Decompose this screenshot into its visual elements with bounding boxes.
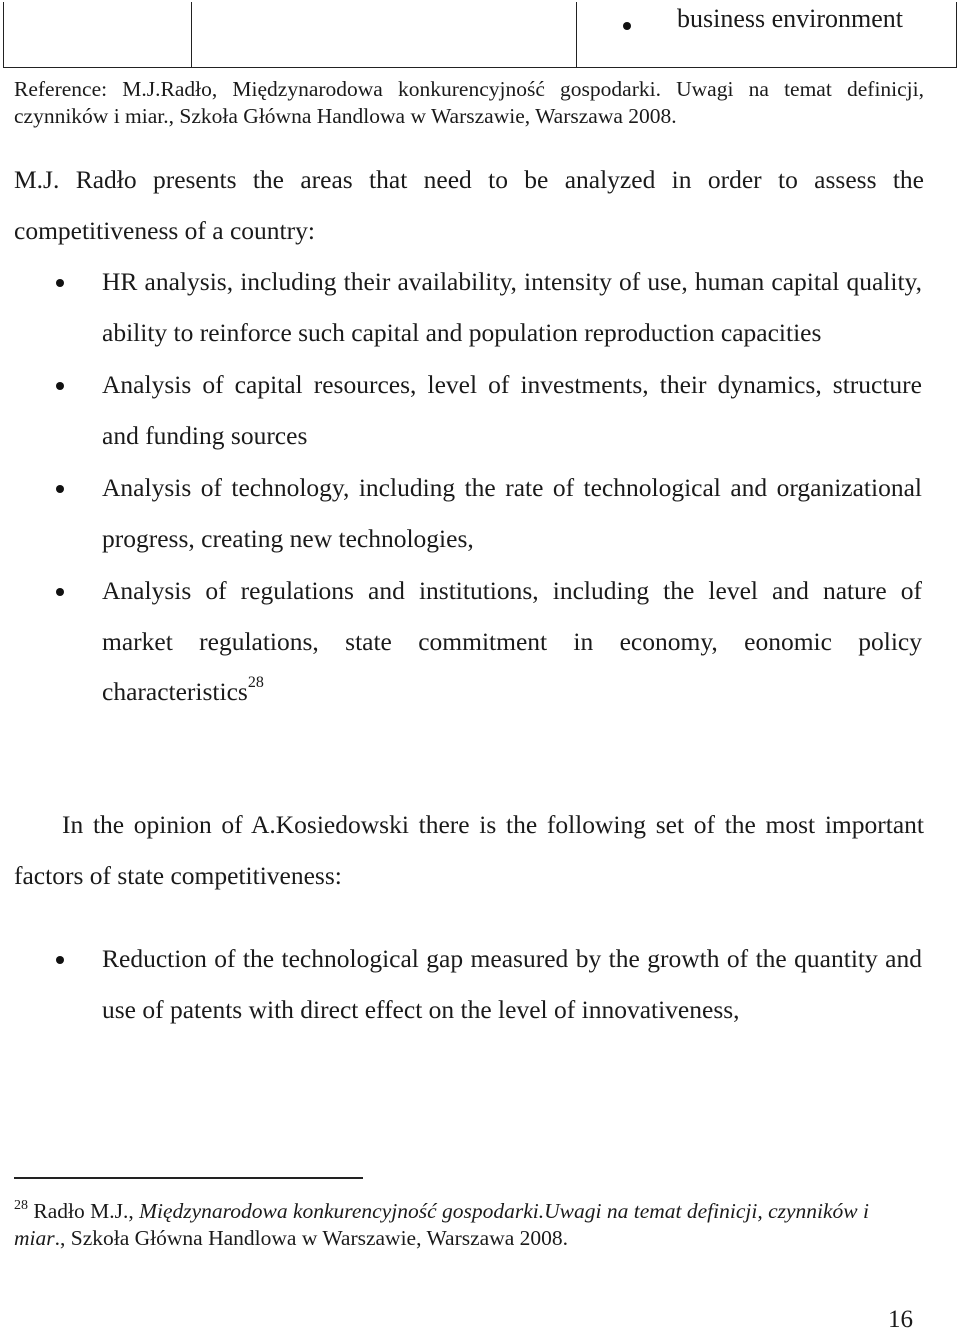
list-item [0,360,922,461]
list-item-text: HR analysis, including their availability, intensity of use, human capital quality, ability to reinforce such capital and population reproduction capacities [102,267,922,347]
bullet-icon [56,279,64,287]
body-paragraph: In the opinion of A.Kosiedowski there is the following set of the most important factors of state competitiveness: [14,810,924,890]
table-fragment [3,2,957,68]
bullet-icon [623,22,631,30]
bullet-icon [56,588,64,596]
bullet-icon [56,485,64,493]
table-cell-text: business environment [677,4,904,33]
competitiveness-areas-list [0,257,960,718]
footnote-author: Radło M.J., [33,1199,140,1223]
table-cell [577,2,956,67]
list-item-text: Analysis of capital resources, level of investments, their dynamics, structure and funding sources [102,370,922,450]
footnote-number: 28 [14,1198,28,1213]
footnote [14,1198,914,1252]
bullet-icon [56,382,64,390]
body-paragraph: M.J. Radło presents the areas that need to be analyzed in order to assess the competitiveness of a country: [14,165,924,245]
footnote-separator [14,1177,363,1179]
bullet-icon [56,956,64,964]
list-item-text: Analysis of regulations and institutions, including the level and nature of market regulations, state commitment in economy, eonomic policy characteristics [102,576,922,706]
list-item-text: Analysis of technology, including the rate of technological and organizational progress, creating new technologies, [102,473,922,553]
list-item-text: Reduction of the technological gap measured by the growth of the quantity and use of patents with direct effect on the level of innovativeness, [102,944,922,1024]
table-cell [192,2,577,67]
list-item [0,934,922,1035]
table-cell [4,2,192,67]
footnote-title: Międzynarodowa konkurencyjność gospodarki.Uwagi na temat definicji, czynników i miar [14,1199,869,1250]
list-item [0,257,922,358]
reference-note: Reference: M.J.Radło, Międzynarodowa konkurencyjność gospodarki. Uwagi na temat definicji, czynników i miar., Szkoła Główna Handlowa w Warszawie, Warszawa 2008. [14,77,924,128]
competitiveness-factors-list [0,934,960,1035]
list-item [0,463,922,564]
footnote-reference: 28 [247,674,264,691]
page-number: 16 [888,1306,913,1333]
list-item [0,566,922,718]
footnote-publisher: ., Szkoła Główna Handlowa w Warszawie, Warszawa 2008. [54,1226,569,1250]
